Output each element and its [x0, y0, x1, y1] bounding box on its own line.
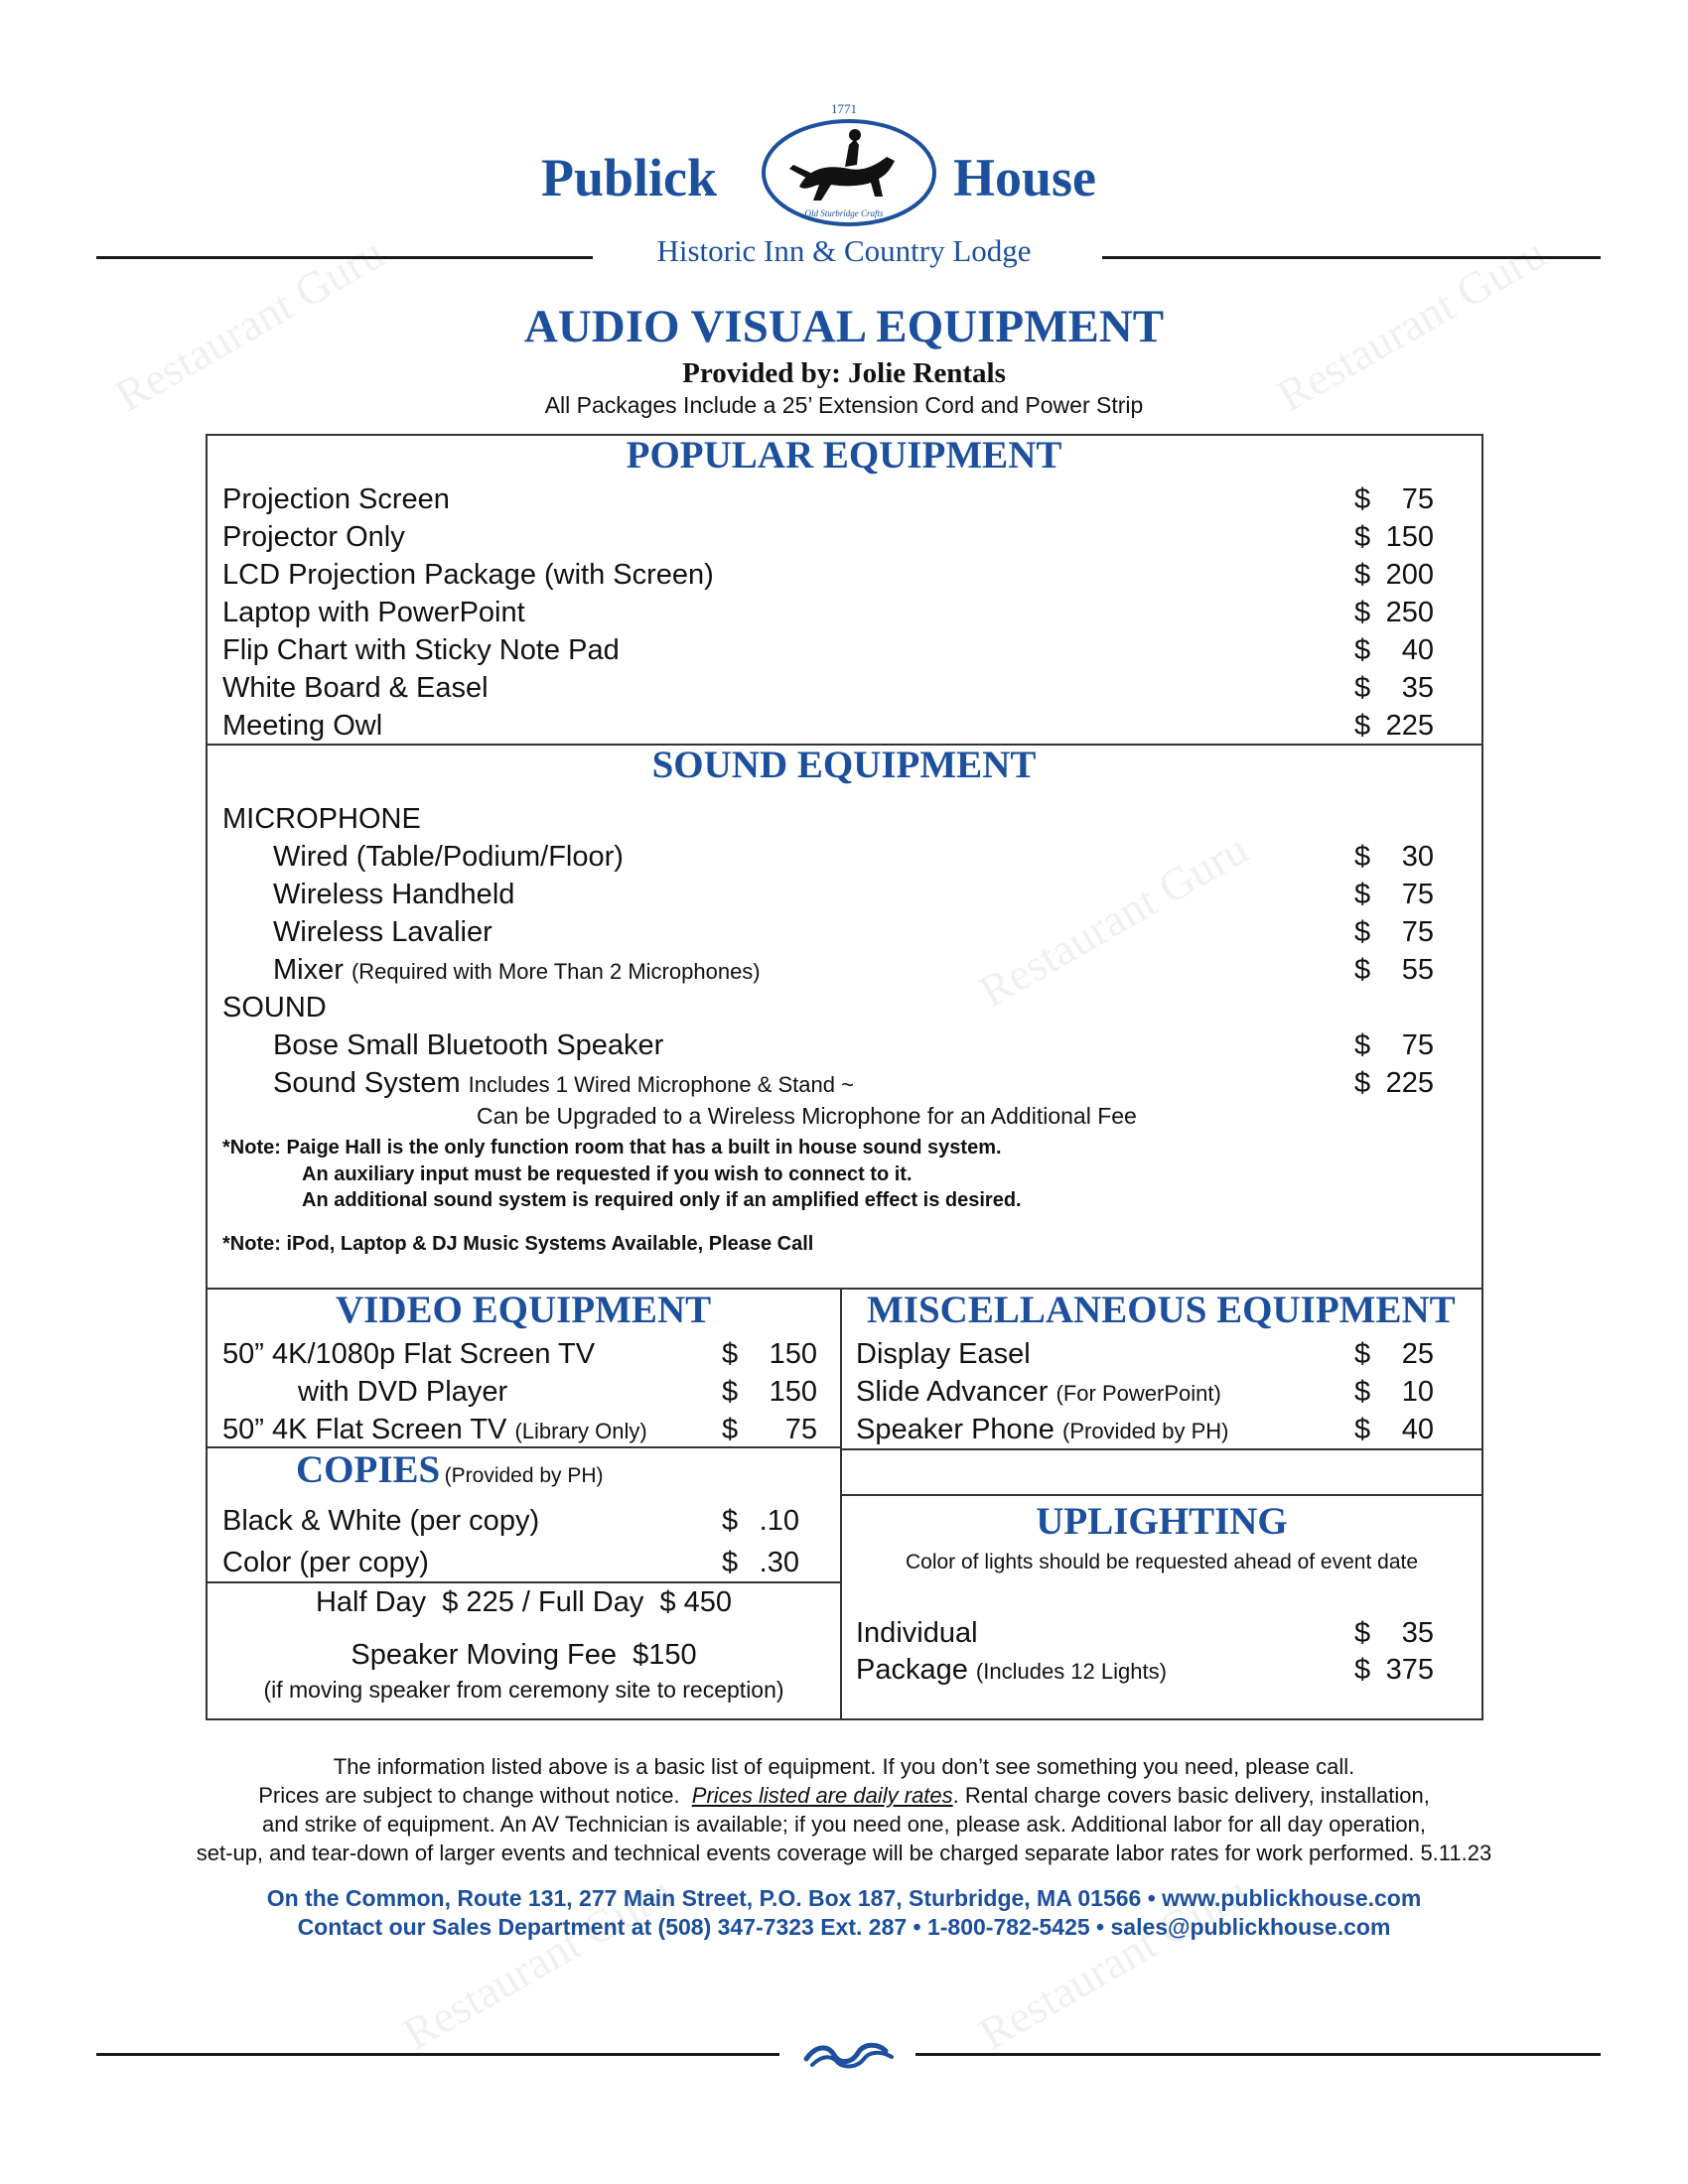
list-item	[222, 1336, 595, 1372]
copies-heading	[296, 1447, 604, 1492]
item-name: Color (per copy)	[222, 1547, 429, 1578]
price-value: 40	[1401, 1414, 1434, 1445]
item-price	[1354, 877, 1434, 912]
mic-heading: MICROPHONE	[222, 803, 421, 835]
day-rates: Half Day $ 225 / Full Day $ 450	[315, 1586, 733, 1618]
brand-left: Publick	[541, 148, 718, 207]
item-name: Individual	[856, 1617, 978, 1649]
item-note: (Required with More Than 2 Microphones)	[351, 959, 761, 984]
item-price	[1354, 481, 1434, 517]
item-name: Projection Screen	[222, 483, 450, 515]
price-value: 200	[1385, 559, 1434, 591]
item-price	[722, 1336, 817, 1372]
currency-symbol: $	[722, 1376, 739, 1408]
item-price	[1354, 952, 1434, 988]
item-price	[722, 1412, 817, 1447]
currency-symbol: $	[1354, 521, 1371, 553]
currency-symbol: $	[1354, 916, 1371, 948]
item-price	[1354, 1336, 1434, 1372]
price-value: 25	[1401, 1338, 1434, 1370]
list-item	[222, 595, 525, 630]
watermark-text: Restaurant Guru	[970, 822, 1257, 1018]
item-name: Wireless Handheld	[273, 879, 515, 910]
price-value: 250	[1385, 597, 1434, 628]
item-name: 50” 4K/1080p Flat Screen TV	[222, 1338, 596, 1370]
item-price	[1354, 1615, 1434, 1651]
currency-symbol: $	[1354, 597, 1371, 628]
price-value: 75	[1401, 879, 1434, 910]
item-note: Includes 1 Wired Microphone & Stand ~	[468, 1072, 854, 1097]
price-value: 375	[1385, 1654, 1434, 1686]
footer-line-2a: Prices are subject to change without notice.	[258, 1783, 692, 1808]
item-name: Wired (Table/Podium/Floor)	[273, 841, 624, 873]
item-price	[1354, 1374, 1434, 1410]
item-note: (Includes 12 Lights)	[975, 1659, 1167, 1684]
price-value: 225	[1385, 710, 1434, 742]
item-price	[1354, 1065, 1434, 1101]
item-name: Display Easel	[856, 1338, 1031, 1370]
item-name: Mixer	[273, 954, 344, 986]
footer-line-4: set-up, and tear-down of larger events and technical events coverage will be charged separate labor rates for work performed. 5.11.23	[196, 1841, 1492, 1865]
packages-note: All Packages Include a 25’ Extension Cord and Power Strip	[544, 392, 1144, 418]
footer-line-1: The information listed above is a basic list of equipment. If you don’t see something you need, please call.	[333, 1754, 1355, 1779]
item-name: Wireless Lavalier	[273, 916, 492, 948]
note-ipod: *Note: iPod, Laptop & DJ Music Systems Available, Please Call	[222, 1233, 814, 1255]
list-item	[856, 1336, 1031, 1372]
upgrade-note: Can be Upgraded to a Wireless Microphone for an Additional Fee	[477, 1103, 1137, 1129]
currency-symbol: $	[1354, 1414, 1371, 1445]
item-price	[1354, 670, 1434, 706]
sound-heading: SOUND	[222, 992, 327, 1024]
list-item	[273, 1065, 854, 1103]
currency-symbol: $	[1354, 483, 1371, 515]
currency-symbol: $	[1354, 634, 1371, 666]
item-name: Package	[856, 1654, 968, 1686]
item-price	[722, 1374, 817, 1410]
list-item	[222, 1503, 539, 1539]
price-value: 75	[1401, 1029, 1434, 1061]
currency-symbol: $	[722, 1505, 739, 1537]
watermark-text: Restaurant Guru	[394, 1864, 681, 2060]
price-value: 75	[1401, 916, 1434, 948]
price-value: 55	[1401, 954, 1434, 986]
provided-by: Provided by: Jolie Rentals	[682, 357, 1006, 389]
price-value: .30	[759, 1547, 799, 1578]
list-item	[222, 1412, 647, 1449]
item-price	[1354, 632, 1434, 668]
brand-right: House	[953, 148, 1097, 207]
price-value: 150	[769, 1338, 817, 1370]
logo-year: 1771	[831, 101, 857, 116]
item-price	[722, 1503, 799, 1539]
list-item	[273, 952, 761, 990]
price-value: 75	[784, 1414, 817, 1445]
price-value: 75	[1401, 483, 1434, 515]
item-price	[1354, 557, 1434, 593]
list-item	[222, 1545, 429, 1580]
list-item	[856, 1615, 978, 1651]
uplighting-title: UPLIGHTING	[1036, 1500, 1288, 1543]
contact-address: On the Common, Route 131, 277 Main Street, P.O. Box 187, Sturbridge, MA 01566 • www.publickhouse.com	[266, 1885, 1422, 1911]
item-price	[1354, 519, 1434, 555]
price-value: 35	[1401, 1617, 1434, 1649]
list-item	[273, 839, 624, 875]
price-value: 40	[1401, 634, 1434, 666]
item-note: (Provided by PH)	[1062, 1419, 1229, 1443]
footer-line-2b: . Rental charge covers basic delivery, installation,	[952, 1783, 1430, 1808]
item-price	[722, 1545, 799, 1580]
copies-note: (Provided by PH)	[444, 1464, 604, 1487]
daily-rates-note: Prices listed are daily rates	[691, 1783, 953, 1808]
list-item	[273, 877, 514, 912]
currency-symbol: $	[1354, 1067, 1371, 1099]
currency-symbol: $	[1354, 1376, 1371, 1408]
price-value: .10	[759, 1505, 799, 1537]
list-item	[856, 1652, 1167, 1690]
popular-title: POPULAR EQUIPMENT	[626, 434, 1062, 477]
price-value: 10	[1401, 1376, 1434, 1408]
item-name: Laptop with PowerPoint	[222, 597, 525, 628]
list-item	[273, 1027, 663, 1063]
item-note: (For PowerPoint)	[1055, 1381, 1221, 1406]
watermark-text: Restaurant Guru	[106, 226, 393, 422]
list-item	[273, 914, 492, 950]
list-item	[222, 632, 620, 668]
item-name: LCD Projection Package (with Screen)	[222, 559, 714, 591]
item-name: Speaker Phone	[856, 1414, 1055, 1445]
item-price	[1354, 708, 1434, 744]
item-name: Slide Advancer	[856, 1376, 1049, 1408]
note-amplified: An additional sound system is required only if an amplified effect is desired.	[302, 1189, 1022, 1211]
footer-line-3: and strike of equipment. An AV Technician is available; if you need one, please ask. Additional labor for all day operation,	[261, 1812, 1427, 1837]
currency-symbol: $	[1354, 1338, 1371, 1370]
sound-title: SOUND EQUIPMENT	[651, 744, 1037, 786]
list-item	[222, 708, 382, 744]
item-name: Sound System	[273, 1067, 461, 1099]
item-name: Meeting Owl	[222, 710, 383, 742]
item-name: Flip Chart with Sticky Note Pad	[222, 634, 620, 666]
item-name: with DVD Player	[298, 1376, 508, 1408]
list-item	[222, 557, 714, 593]
price-value: 35	[1401, 672, 1434, 704]
currency-symbol: $	[1354, 954, 1371, 986]
item-price	[1354, 839, 1434, 875]
moving-note: (if moving speaker from ceremony site to reception)	[263, 1677, 784, 1703]
price-value: 150	[1385, 521, 1434, 553]
item-name: 50” 4K Flat Screen TV	[222, 1414, 507, 1445]
uplighting-note: Color of lights should be requested ahead of event date	[905, 1551, 1419, 1573]
list-item	[856, 1412, 1229, 1449]
item-name: White Board & Easel	[222, 672, 489, 704]
brand-subtitle: Historic Inn & Country Lodge	[656, 233, 1032, 268]
item-name: Bose Small Bluetooth Speaker	[273, 1029, 664, 1061]
item-price	[1354, 1652, 1434, 1688]
price-value: 30	[1401, 841, 1434, 873]
video-title: VIDEO EQUIPMENT	[336, 1289, 712, 1331]
list-item	[222, 670, 489, 706]
currency-symbol: $	[1354, 1617, 1371, 1649]
item-name: Projector Only	[222, 521, 405, 553]
item-note: (Library Only)	[514, 1419, 647, 1443]
misc-title: MISCELLANEOUS EQUIPMENT	[867, 1289, 1456, 1331]
page-title: AUDIO VISUAL EQUIPMENT	[523, 301, 1165, 352]
currency-symbol: $	[1354, 879, 1371, 910]
currency-symbol: $	[1354, 1029, 1371, 1061]
item-price	[1354, 1027, 1434, 1063]
currency-symbol: $	[1354, 1654, 1371, 1686]
currency-symbol: $	[1354, 710, 1371, 742]
footer-rule-left	[96, 2053, 779, 2056]
watermark-text: Restaurant Guru	[1268, 226, 1555, 422]
header-rule-left	[96, 256, 593, 259]
footer-line-2	[0, 1781, 1688, 1810]
currency-symbol: $	[1354, 559, 1371, 591]
list-item	[222, 519, 405, 555]
note-auxiliary: An auxiliary input must be requested if you wish to connect to it.	[302, 1163, 913, 1185]
price-value: 225	[1385, 1067, 1434, 1099]
wave-ornament-icon	[802, 2037, 898, 2071]
price-value: 150	[769, 1376, 817, 1408]
currency-symbol: $	[1354, 841, 1371, 873]
item-price	[1354, 914, 1434, 950]
item-name: Black & White (per copy)	[222, 1505, 540, 1537]
currency-symbol: $	[722, 1338, 739, 1370]
list-item	[222, 481, 450, 517]
currency-symbol: $	[722, 1414, 739, 1445]
currency-symbol: $	[722, 1547, 739, 1578]
list-item	[298, 1374, 507, 1410]
logo-motto: Old Sturbridge Crafts	[804, 208, 884, 218]
footer-rule-right	[915, 2053, 1601, 2056]
currency-symbol: $	[1354, 672, 1371, 704]
header-rule-right	[1102, 256, 1601, 259]
note-paige-hall: *Note: Paige Hall is the only function room that has a built in house sound system.	[222, 1137, 1002, 1159]
contact-sales: Contact our Sales Department at (508) 347-7323 Ext. 287 • 1-800-782-5425 • sales@publickhouse.com	[297, 1914, 1391, 1940]
watermark-text: Restaurant Guru	[970, 1864, 1257, 2060]
moving-fee: Speaker Moving Fee $150	[351, 1639, 697, 1671]
list-item	[856, 1374, 1221, 1412]
item-price	[1354, 595, 1434, 630]
item-price	[1354, 1412, 1434, 1447]
copies-title: COPIES	[296, 1448, 441, 1491]
